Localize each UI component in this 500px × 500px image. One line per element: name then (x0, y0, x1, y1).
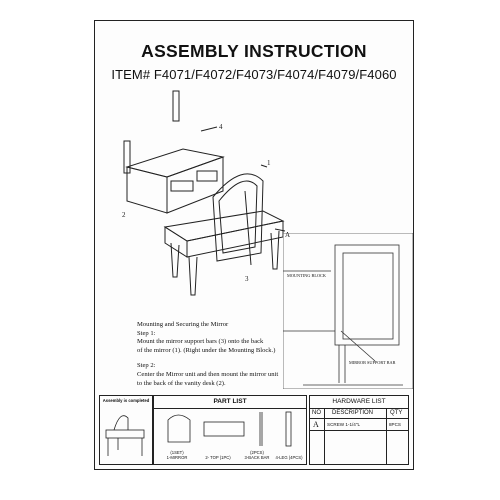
hw-header-no: NO (312, 410, 321, 416)
item-numbers: ITEM# F4071/F4072/F4073/F4074/F4079/F4060 (111, 67, 397, 82)
step1-line1: Mount the mirror support bars (3) onto the back (137, 338, 264, 346)
hardware-list-title: HARDWARE LIST (332, 398, 386, 405)
part-3-qty: (2PCS) (250, 450, 264, 455)
step1-title: Step 1: (137, 329, 156, 337)
callout-1: 1 (267, 159, 271, 167)
hardware-list-box (309, 395, 409, 465)
instructions-heading: Mounting and Securing the Mirror (137, 321, 229, 328)
part-list-title: PART LIST (213, 398, 247, 405)
mounting-instructions (137, 321, 307, 388)
instruction-sheet (94, 20, 414, 470)
step2-title: Step 2: (137, 362, 156, 370)
hw-row-desc: SCREW 1-1/4"L (327, 422, 361, 427)
lists-section (99, 395, 409, 465)
part-4-label: 4-LEG (4PCS) (275, 455, 303, 460)
part-1-label (158, 450, 196, 460)
part-3-name: 3-BACK BAR (244, 455, 270, 460)
callout-3: 3 (245, 275, 249, 283)
assembly-completed-label: Assembly is completed (102, 398, 150, 403)
callout-a: A (285, 231, 291, 239)
hw-row-no: A (313, 420, 319, 429)
page-title: ASSEMBLY INSTRUCTION (141, 41, 367, 61)
part-list-box (153, 395, 307, 465)
parts-illustration (154, 410, 306, 450)
support-bar-label: MIRROR SUPPORT BAR (349, 360, 396, 365)
step1-line2: of the mirror (1). (Right under the Mounting Block.) (137, 346, 276, 354)
part-2-label: 2- TOP (1PC) (205, 455, 231, 460)
hw-row-qty: 8PCS (389, 422, 402, 427)
callout-2: 2 (122, 211, 126, 219)
hw-header-desc: DESCRIPTION (332, 410, 374, 416)
completed-vanity-icon (100, 404, 152, 464)
mounting-block-label: MOUNTING BLOCK (287, 273, 327, 278)
part-3-label (240, 450, 274, 460)
part-1-name: 1-MIRROR (166, 455, 188, 460)
step2-line1: Center the Mirror unit and then mount the mirror unit (137, 370, 279, 378)
hw-header-qty: QTY (390, 410, 403, 416)
assembly-completed-box (99, 395, 153, 465)
callout-4: 4 (219, 123, 223, 131)
part-1-qty: (1SET) (170, 450, 184, 455)
step2-line2: to the back of the vanity desk (2). (137, 379, 226, 387)
